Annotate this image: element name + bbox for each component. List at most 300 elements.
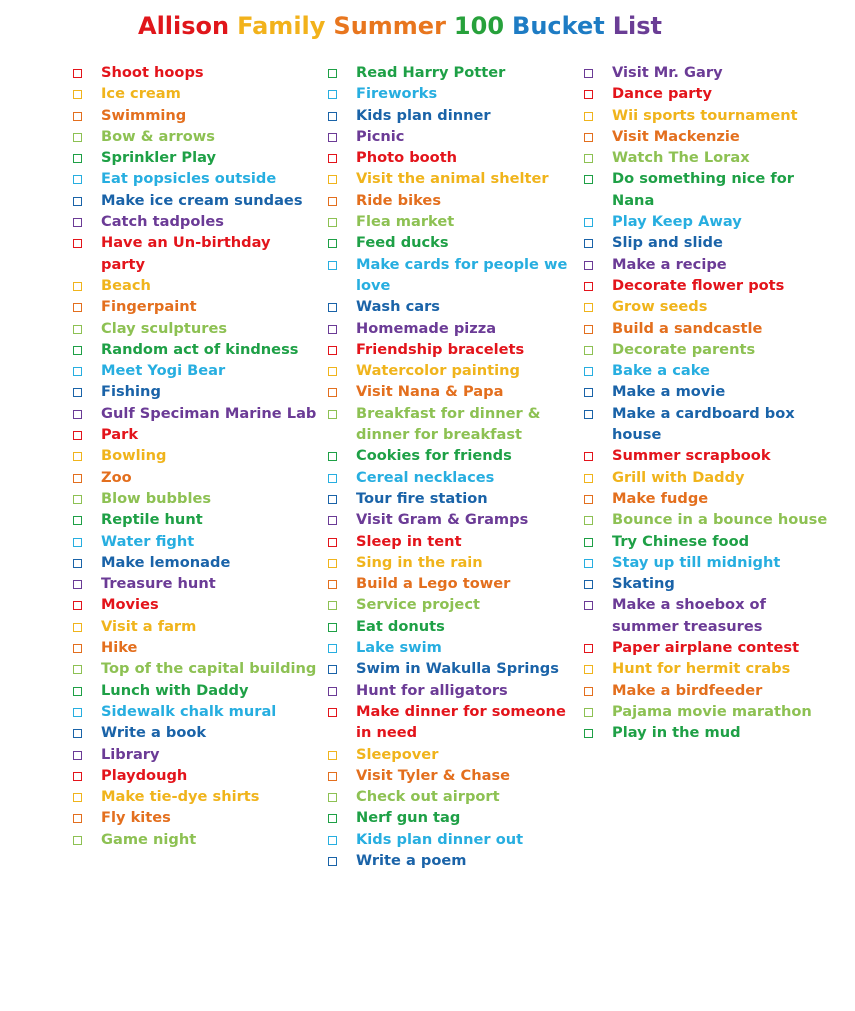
bucket-list-item-label: Make a movie (612, 383, 726, 401)
bucket-list-item-label: Random act of kindness (101, 340, 299, 358)
bucket-list-item (72, 488, 317, 509)
bucket-list-item (72, 531, 317, 552)
bucket-list-item-label: Sleepover (356, 745, 439, 763)
checkbox-square-icon[interactable] (73, 112, 82, 121)
checkbox-square-icon[interactable] (328, 857, 337, 866)
checkbox-square-icon[interactable] (73, 303, 82, 312)
checkbox-square-icon[interactable] (328, 474, 337, 483)
bucket-list-item-label: Meet Yogi Bear (101, 362, 226, 380)
bucket-list-item-label: Pajama movie marathon (612, 702, 812, 720)
bucket-list-item-label: Hunt for alligators (356, 681, 508, 699)
bucket-list-item (327, 531, 572, 552)
bucket-list-item-label: Bounce in a bounce house (612, 511, 828, 529)
checkbox-square-icon[interactable] (73, 601, 82, 610)
bucket-list-item (72, 765, 317, 786)
bucket-list-item-label: Ice cream (101, 85, 181, 103)
title-word: Summer (333, 12, 446, 40)
bucket-list-item (583, 381, 828, 402)
bucket-list-item-label: Grow seeds (612, 298, 708, 316)
bucket-list-item-label: Sidewalk chalk mural (101, 702, 277, 720)
bucket-list-item (72, 637, 317, 658)
checkbox-square-icon[interactable] (328, 516, 337, 525)
checkbox-square-icon[interactable] (328, 197, 337, 206)
bucket-list-item (327, 829, 572, 850)
bucket-list-item (72, 701, 317, 722)
bucket-list-item-label: Bowling (101, 447, 167, 465)
checkbox-square-icon[interactable] (584, 708, 593, 717)
bucket-list-item (72, 360, 317, 381)
bucket-list-item-label: Zoo (101, 468, 132, 486)
bucket-list-item (72, 594, 317, 615)
checkbox-square-icon[interactable] (73, 90, 82, 99)
checkbox-square-icon[interactable] (584, 133, 593, 142)
bucket-list-item-label: Paper airplane contest (612, 639, 800, 657)
bucket-list-item-label: Playdough (101, 766, 188, 784)
bucket-list-item-label: Cereal necklaces (356, 468, 495, 486)
bucket-list-item (583, 467, 828, 488)
bucket-list-item (327, 552, 572, 573)
bucket-list-item (72, 403, 317, 424)
bucket-list-item (583, 296, 828, 317)
checkbox-square-icon[interactable] (328, 133, 337, 142)
bucket-list-item (583, 147, 828, 168)
bucket-list-item (327, 318, 572, 339)
bucket-list-item (327, 701, 572, 744)
checkbox-square-icon[interactable] (328, 303, 337, 312)
bucket-list-item-label: Friendship bracelets (356, 340, 525, 358)
bucket-list-item-label: Fingerpaint (101, 298, 197, 316)
bucket-list-item-label: Breakfast for dinner & dinner for breakfast (356, 404, 541, 444)
bucket-list-item (583, 637, 828, 658)
bucket-list-item (72, 509, 317, 530)
bucket-list-item (72, 232, 317, 275)
bucket-list-item (583, 254, 828, 275)
bucket-list-item-label: Library (101, 745, 160, 763)
bucket-list-item-label: Fireworks (356, 85, 438, 103)
bucket-list-item (72, 147, 317, 168)
title-word: List (612, 12, 662, 40)
checkbox-square-icon[interactable] (73, 665, 82, 674)
checkbox-square-icon[interactable] (584, 367, 593, 376)
checkbox-square-icon[interactable] (73, 431, 82, 440)
checkbox-square-icon[interactable] (328, 559, 337, 568)
checkbox-square-icon[interactable] (73, 239, 82, 248)
bucket-list-item (327, 850, 572, 871)
bucket-list-item (583, 701, 828, 722)
bucket-list-item-label: Picnic (356, 127, 405, 145)
bucket-list-item-label: Stay up till midnight (612, 553, 781, 571)
checkbox-square-icon[interactable] (73, 751, 82, 760)
bucket-list-item (583, 403, 828, 446)
bucket-list-item-label: Hike (101, 639, 138, 657)
bucket-list-item (583, 105, 828, 126)
checkbox-square-icon[interactable] (584, 559, 593, 568)
checkbox-square-icon[interactable] (73, 495, 82, 504)
bucket-list-item (72, 62, 317, 83)
bucket-list-item-label: Make lemonade (101, 553, 231, 571)
bucket-list-item-label: Eat popsicles outside (101, 170, 277, 188)
bucket-list-item-label: Slip and slide (612, 234, 723, 252)
bucket-list-column-1 (72, 62, 317, 850)
bucket-list-item-label: Kids plan dinner (356, 106, 491, 124)
bucket-list-item-label: Hunt for hermit crabs (612, 660, 791, 678)
bucket-list-item (327, 616, 572, 637)
bucket-list-item (72, 786, 317, 807)
bucket-list-item (72, 573, 317, 594)
bucket-list-item (72, 381, 317, 402)
bucket-list-item (327, 509, 572, 530)
bucket-list-item (583, 360, 828, 381)
bucket-list-item (327, 786, 572, 807)
checkbox-square-icon[interactable] (73, 197, 82, 206)
bucket-list-item (583, 339, 828, 360)
checkbox-square-icon[interactable] (584, 452, 593, 461)
checkbox-square-icon[interactable] (73, 836, 82, 845)
checkbox-square-icon[interactable] (584, 303, 593, 312)
bucket-list-item-label: Treasure hunt (101, 575, 216, 593)
checkbox-square-icon[interactable] (584, 239, 593, 248)
checkbox-square-icon[interactable] (584, 580, 593, 589)
checkbox-square-icon[interactable] (328, 261, 337, 270)
bucket-list-item (72, 658, 317, 679)
bucket-list-item-label: Play in the mud (612, 724, 741, 742)
bucket-list-item (583, 722, 828, 743)
bucket-list-item-label: Dance party (612, 85, 712, 103)
checkbox-square-icon[interactable] (328, 452, 337, 461)
bucket-list-item-label: Homemade pizza (356, 319, 497, 337)
bucket-list-item (583, 658, 828, 679)
checkbox-square-icon[interactable] (584, 261, 593, 270)
bucket-list-item (72, 722, 317, 743)
bucket-list-item-label: Decorate flower pots (612, 276, 785, 294)
checkbox-square-icon[interactable] (584, 282, 593, 291)
checkbox-square-icon[interactable] (328, 90, 337, 99)
bucket-list-item (583, 552, 828, 573)
checkbox-square-icon[interactable] (328, 708, 337, 717)
bucket-list-item-label: Make ice cream sundaes (101, 191, 303, 209)
bucket-list-item (327, 467, 572, 488)
bucket-list-item-label: Park (101, 426, 139, 444)
bucket-list-item (327, 403, 572, 446)
bucket-list-column-2 (327, 62, 572, 871)
checkbox-square-icon[interactable] (328, 601, 337, 610)
bucket-list-item-label: Make fudge (612, 489, 709, 507)
bucket-list-item (327, 360, 572, 381)
checkbox-square-icon[interactable] (328, 644, 337, 653)
checkbox-square-icon[interactable] (328, 410, 337, 419)
checkbox-square-icon[interactable] (584, 325, 593, 334)
checkbox-square-icon[interactable] (328, 772, 337, 781)
bucket-list-item-label: Make a shoebox of summer treasures (612, 596, 766, 635)
checkbox-square-icon[interactable] (328, 793, 337, 802)
bucket-list-item (72, 126, 317, 147)
bucket-list-item-label: Decorate parents (612, 340, 756, 358)
bucket-list-item (72, 552, 317, 573)
bucket-list-item-label: Skating (612, 575, 675, 593)
checkbox-square-icon[interactable] (73, 793, 82, 802)
checkbox-square-icon[interactable] (73, 154, 82, 163)
bucket-list-item-label: Make a birdfeeder (612, 681, 763, 699)
checkbox-square-icon[interactable] (584, 346, 593, 355)
checkbox-square-icon[interactable] (584, 388, 593, 397)
checkbox-square-icon[interactable] (73, 474, 82, 483)
bucket-list-item (72, 83, 317, 104)
bucket-list-item-label: Photo booth (356, 149, 458, 167)
checkbox-square-icon[interactable] (328, 388, 337, 397)
bucket-list-item-label: Play Keep Away (612, 213, 742, 231)
checkbox-square-icon[interactable] (73, 388, 82, 397)
bucket-list-item-label: Write a poem (356, 851, 467, 869)
bucket-list-item (583, 573, 828, 594)
bucket-list-item-label: Bake a cake (612, 362, 710, 380)
bucket-list-item (583, 531, 828, 552)
bucket-list-item (327, 339, 572, 360)
checkbox-square-icon[interactable] (73, 218, 82, 227)
bucket-list-item-label: Have an Un-birthday party (101, 234, 271, 273)
checkbox-square-icon[interactable] (328, 239, 337, 248)
bucket-list-item-label: Do something nice for Nana (612, 170, 794, 209)
bucket-list-item-label: Visit Tyler & Chase (356, 766, 511, 784)
bucket-list-item (583, 126, 828, 147)
bucket-list-item (583, 211, 828, 232)
checkbox-square-icon[interactable] (584, 665, 593, 674)
bucket-list-item-label: Sing in the rain (356, 553, 483, 571)
bucket-list-item (583, 168, 828, 211)
bucket-list-item-label: Make cards for people we love (356, 255, 568, 294)
checkbox-square-icon[interactable] (73, 729, 82, 738)
checkbox-square-icon[interactable] (584, 90, 593, 99)
bucket-list-item-label: Fly kites (101, 809, 171, 827)
bucket-list-item-label: Grill with Daddy (612, 468, 745, 486)
bucket-list-item-label: Gulf Speciman Marine Lab (101, 404, 317, 422)
checkbox-square-icon[interactable] (584, 410, 593, 419)
bucket-list-item (327, 680, 572, 701)
title-word: Bucket (512, 12, 605, 40)
title-word: Allison (138, 12, 230, 40)
checkbox-square-icon[interactable] (584, 687, 593, 696)
bucket-list-item-label: Kids plan dinner out (356, 830, 524, 848)
bucket-list-item-label: Beach (101, 276, 151, 294)
bucket-list-item (72, 616, 317, 637)
bucket-list-item (327, 445, 572, 466)
bucket-list-item-label: Flea market (356, 213, 455, 231)
bucket-list-item-label: Sleep in tent (356, 532, 462, 550)
bucket-list-item (72, 339, 317, 360)
bucket-list-item-label: Tour fire station (356, 489, 488, 507)
checkbox-square-icon[interactable] (73, 538, 82, 547)
bucket-list-item (327, 807, 572, 828)
checkbox-square-icon[interactable] (73, 175, 82, 184)
bucket-list-item-label: Sprinkler Play (101, 149, 217, 167)
bucket-list-item-label: Visit Gram & Gramps (356, 511, 529, 529)
checkbox-square-icon[interactable] (73, 644, 82, 653)
bucket-list-item (72, 211, 317, 232)
checkbox-square-icon[interactable] (73, 410, 82, 419)
bucket-list-item (583, 509, 828, 530)
checkbox-square-icon[interactable] (328, 346, 337, 355)
bucket-list-item (583, 680, 828, 701)
checkbox-square-icon[interactable] (328, 623, 337, 632)
bucket-list-item (583, 594, 828, 637)
checkbox-square-icon[interactable] (584, 516, 593, 525)
bucket-list-item-label: Water fight (101, 532, 195, 550)
checkbox-square-icon[interactable] (328, 154, 337, 163)
checkbox-square-icon[interactable] (73, 452, 82, 461)
bucket-list-item-label: Visit Mr. Gary (612, 64, 723, 81)
bucket-list-item (583, 83, 828, 104)
bucket-list-item (72, 168, 317, 189)
checkbox-square-icon[interactable] (73, 772, 82, 781)
bucket-list-item (327, 190, 572, 211)
checkbox-square-icon[interactable] (584, 69, 593, 78)
bucket-list-item (327, 744, 572, 765)
bucket-list-item-label: Clay sculptures (101, 319, 228, 337)
bucket-list-item-label: Make tie-dye shirts (101, 788, 260, 806)
title-word: Family (237, 12, 326, 40)
bucket-list-item (327, 211, 572, 232)
bucket-list-item-label: Visit Nana & Papa (356, 383, 504, 401)
bucket-list-item (327, 147, 572, 168)
bucket-list-item (327, 62, 572, 83)
checkbox-square-icon[interactable] (73, 580, 82, 589)
bucket-list-item (583, 275, 828, 296)
bucket-list-item (327, 296, 572, 317)
bucket-list-item-label: Reptile hunt (101, 511, 203, 529)
bucket-list-item (583, 318, 828, 339)
checkbox-square-icon[interactable] (584, 601, 593, 610)
checkbox-square-icon[interactable] (73, 623, 82, 632)
bucket-list-item (72, 829, 317, 850)
bucket-list-item-label: Shoot hoops (101, 64, 204, 81)
bucket-list-item-label: Check out airport (356, 788, 500, 806)
bucket-list-item-label: Feed ducks (356, 234, 449, 252)
bucket-list-item (327, 594, 572, 615)
checkbox-square-icon[interactable] (584, 112, 593, 121)
checkbox-square-icon[interactable] (328, 538, 337, 547)
checkbox-square-icon[interactable] (328, 367, 337, 376)
bucket-list-item (327, 765, 572, 786)
checkbox-square-icon[interactable] (328, 175, 337, 184)
bucket-list-item (72, 445, 317, 466)
bucket-list-item (327, 105, 572, 126)
checkbox-square-icon[interactable] (328, 665, 337, 674)
bucket-list-item-label: Game night (101, 830, 197, 848)
checkbox-square-icon[interactable] (73, 516, 82, 525)
bucket-list-item-label: Cookies for friends (356, 447, 512, 465)
bucket-list-item-label: Swimming (101, 106, 187, 124)
bucket-list-item (327, 381, 572, 402)
checkbox-square-icon[interactable] (584, 538, 593, 547)
page-title (0, 12, 800, 40)
bucket-list-column-3 (583, 62, 828, 744)
checkbox-square-icon[interactable] (328, 687, 337, 696)
checkbox-square-icon[interactable] (328, 112, 337, 121)
bucket-list-item (72, 424, 317, 445)
bucket-list-item (327, 254, 572, 297)
bucket-list-item (72, 275, 317, 296)
checkbox-square-icon[interactable] (328, 69, 337, 78)
checkbox-square-icon[interactable] (328, 836, 337, 845)
checkbox-square-icon[interactable] (584, 175, 593, 184)
bucket-list-item (72, 467, 317, 488)
bucket-list-item-label: Write a book (101, 724, 207, 742)
checkbox-square-icon[interactable] (73, 282, 82, 291)
bucket-list-item (327, 168, 572, 189)
bucket-list-item (327, 573, 572, 594)
checkbox-square-icon[interactable] (328, 325, 337, 334)
checkbox-square-icon[interactable] (328, 814, 337, 823)
bucket-list-item (72, 807, 317, 828)
checkbox-square-icon[interactable] (584, 218, 593, 227)
bucket-list-item-label: Swim in Wakulla Springs (356, 660, 559, 678)
checkbox-square-icon[interactable] (584, 474, 593, 483)
bucket-list-item (327, 637, 572, 658)
checkbox-square-icon[interactable] (584, 154, 593, 163)
checkbox-square-icon[interactable] (328, 751, 337, 760)
bucket-list-item-label: Watercolor painting (356, 362, 520, 380)
bucket-list-item-label: Visit a farm (101, 617, 197, 635)
checkbox-square-icon[interactable] (73, 133, 82, 142)
checkbox-square-icon[interactable] (73, 325, 82, 334)
checkbox-square-icon[interactable] (73, 69, 82, 78)
bucket-list-item (72, 744, 317, 765)
bucket-list-item (583, 232, 828, 253)
bucket-list-item-label: Read Harry Potter (356, 64, 506, 81)
bucket-list-item-label: Summer scrapbook (612, 447, 771, 465)
checkbox-square-icon[interactable] (328, 495, 337, 504)
bucket-list-item (327, 126, 572, 147)
bucket-list-item (327, 232, 572, 253)
bucket-list-item (327, 658, 572, 679)
bucket-list-item-label: Fishing (101, 383, 161, 401)
bucket-list-item-label: Blow bubbles (101, 489, 212, 507)
bucket-list-item (72, 318, 317, 339)
bucket-list-item-label: Nerf gun tag (356, 809, 461, 827)
bucket-list-item-label: Top of the capital building (101, 660, 317, 678)
bucket-list-item-label: Lake swim (356, 639, 442, 657)
checkbox-square-icon[interactable] (73, 687, 82, 696)
bucket-list-item-label: Try Chinese food (612, 532, 750, 550)
checkbox-square-icon[interactable] (328, 580, 337, 589)
bucket-list-item-label: Wash cars (356, 298, 440, 316)
checkbox-square-icon[interactable] (584, 729, 593, 738)
bucket-list-item (72, 190, 317, 211)
bucket-list-item-label: Lunch with Daddy (101, 681, 249, 699)
bucket-list-item (72, 680, 317, 701)
checkbox-square-icon[interactable] (73, 346, 82, 355)
checkbox-square-icon[interactable] (328, 218, 337, 227)
checkbox-square-icon[interactable] (73, 708, 82, 717)
bucket-list-item-label: Visit Mackenzie (612, 127, 740, 145)
bucket-list-item-label: Watch The Lorax (612, 149, 750, 167)
bucket-list-item-label: Make a cardboard box house (612, 404, 795, 444)
checkbox-square-icon[interactable] (73, 559, 82, 568)
bucket-list-item-label: Eat donuts (356, 617, 445, 635)
checkbox-square-icon[interactable] (584, 644, 593, 653)
bucket-list-item-label: Bow & arrows (101, 127, 215, 145)
checkbox-square-icon[interactable] (73, 367, 82, 376)
bucket-list-item-label: Make dinner for someone in need (356, 702, 566, 742)
title-word: 100 (453, 12, 505, 40)
bucket-list-item (583, 445, 828, 466)
bucket-list-item (583, 62, 828, 83)
checkbox-square-icon[interactable] (73, 814, 82, 823)
bucket-list-item-label: Build a sandcastle (612, 319, 763, 337)
bucket-list-item-label: Catch tadpoles (101, 213, 224, 231)
bucket-list-item (583, 488, 828, 509)
bucket-list-item (72, 105, 317, 126)
checkbox-square-icon[interactable] (584, 495, 593, 504)
